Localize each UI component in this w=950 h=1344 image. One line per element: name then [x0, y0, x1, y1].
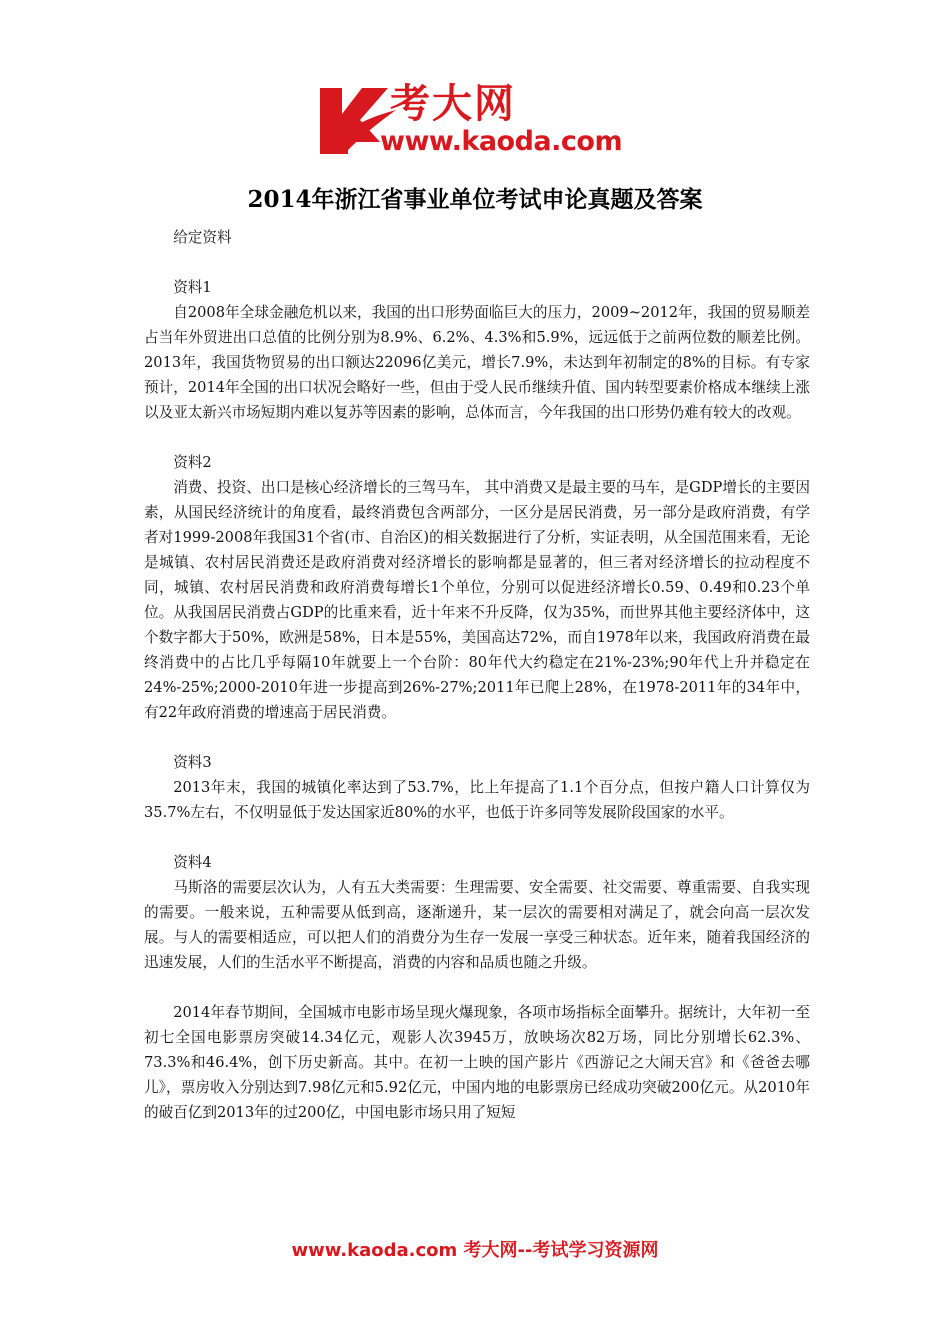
document-body	[144, 225, 810, 1125]
section-1-paragraph: 自2008年全球金融危机以来，我国的出口形势面临巨大的压力，2009~2012年，我国的贸易顺差占当年外贸进出口总值的比例分别为8.9%、6.2%、4.3%和5.9%，远远低于之前两位数的顺差比例。2013年，我国货物贸易的出口额达22096亿美元，增长7.9%，未达到年初制定的8%的目标。有专家预计，2014年全国的出口状况会略好一些，但由于受人民币继续升值、国内转型要素价格成本继续上涨以及亚太新兴市场短期内难以复苏等因素的影响，总体而言，今年我国的出口形势仍难有较大的改观。	[144, 304, 810, 421]
footer-link[interactable]: www.kaoda.com 考大网--考试学习资源网	[291, 1240, 659, 1261]
section-label-1: 资料1	[173, 279, 212, 296]
section-4-paragraph-1: 马斯洛的需要层次认为，人有五大类需要：生理需要、安全需要、社交需要、尊重需要、自我实现的需要。一般来说，五种需要从低到高，逐渐递升，某一层次的需要相对满足了，就会向高一层次发展。与人的需要相适应，可以把人们的消费分为生存一发展一享受三种状态。近年来，随着我国经济的迅速发展，人们的生活水平不断提高，消费的内容和品质也随之升级。	[144, 879, 810, 971]
section-2-paragraph: 消费、投资、出口是核心经济增长的三驾马车， 其中消费又是最主要的马车，是GDP增长的主要因素，从国民经济统计的角度看，最终消费包含两部分，一区分是居民消费，另一部分是政府消费，有学者对1999-2008年我国31个省(市、自治区)的相关数据进行了分析，实证表明，从全国范围来看，无论是城镇、农村居民消费还是政府消费对经济增长的影响都是显著的，但三者对经济增长的拉动程度不同，城镇、农村居民消费和政府消费每增长1个单位，分别可以促进经济增长0.59、0.49和0.23个单位。从我国居民消费占GDP的比重来看，近十年来不升反降，仅为35%，而世界其他主要经济体中，这个数字都大于50%，欧洲是58%，日本是55%，美国高达72%，而自1978年以来，我国政府消费在最终消费中的占比几乎每隔10年就要上一个台阶：80年代大约稳定在21%-23%;90年代上升并稳定在24%-25%;2000-2010年进一步提高到26%-27%;2011年已爬上28%，在1978-2011年的34年中，有22年政府消费的增速高于居民消费。	[144, 479, 810, 721]
kaoda-logo	[318, 80, 648, 162]
section-4-paragraph-2: 2014年春节期间，全国城市电影市场呈现火爆现象，各项市场指标全面攀升。据统计，大年初一至初七全国电影票房突破14.34亿元，观影人次3945万，放映场次82万场，同比分别增长62.3%、73.3%和46.4%，创下历史新高。其中。在初一上映的国产影片《西游记之大闹天宫》和《爸爸去哪儿》，票房收入分别达到7.98亿元和5.92亿元，中国内地的电影票房已经成功突破200亿元。从2010年的破百亿到2013年的过200亿，中国电影市场只用了短短	[144, 1004, 810, 1121]
section-label-3: 资料3	[173, 754, 212, 771]
section-3-paragraph: 2013年末，我国的城镇化率达到了53.7%，比上年提高了1.1个百分点，但按户籍人口计算仅为35.7%左右，不仅明显低于发达国家近80%的水平，也低于许多同等发展阶段国家的水平。	[144, 779, 810, 821]
logo-brand-cn: 考大网	[390, 81, 516, 127]
document-title: 2014年浙江省事业单位考试申论真题及答案	[247, 186, 703, 213]
given-materials-label: 给定资料	[173, 229, 232, 246]
logo-brand-url[interactable]: www.kaoda.com	[380, 126, 623, 157]
section-label-4: 资料4	[173, 854, 212, 871]
section-label-2: 资料2	[173, 454, 212, 471]
